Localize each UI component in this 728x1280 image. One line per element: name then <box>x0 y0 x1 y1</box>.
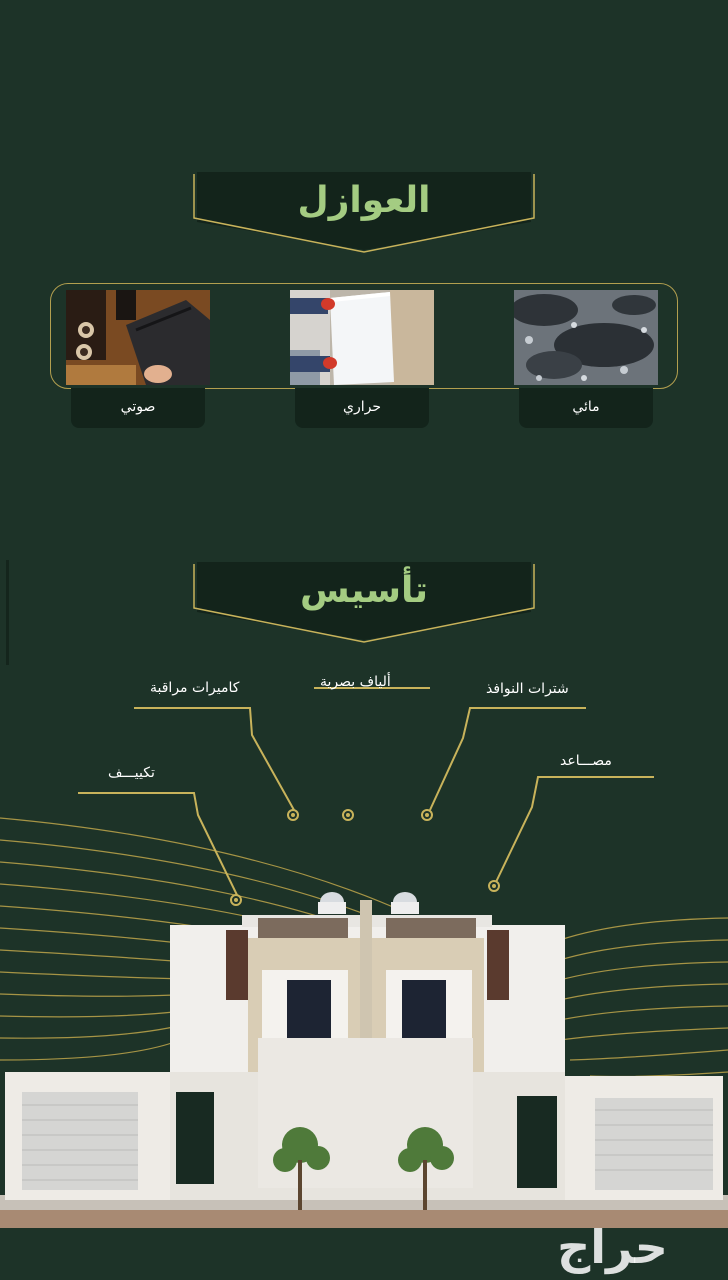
foundation-banner <box>193 562 535 644</box>
shutters-marker-dot <box>421 809 433 821</box>
feature-fiber: ألياف بصرية <box>320 674 391 690</box>
haraj-watermark: حراج <box>557 1220 668 1274</box>
insulation-title: العوازل <box>297 180 431 221</box>
feature-elevators: مصـــاعد <box>560 753 612 769</box>
ac-marker-dot <box>230 894 242 906</box>
acoustic-foam-photo <box>66 290 210 385</box>
acoustic-label: صوتي <box>120 399 156 415</box>
feature-ac: تكييـــف <box>108 765 155 781</box>
elevators-marker-dot <box>488 880 500 892</box>
foundation-title: تأسيس <box>299 570 429 611</box>
fiber-marker-dot <box>342 809 354 821</box>
insulation-banner <box>193 172 535 254</box>
water-droplets-photo <box>514 290 658 385</box>
thermal-label: حراري <box>343 399 381 415</box>
thermal-board-photo <box>290 290 434 385</box>
insulation-card-water <box>519 388 653 428</box>
insulation-card-thermal <box>295 388 429 428</box>
feature-cameras: كاميرات مراقبة <box>150 680 240 696</box>
water-label: مائي <box>572 399 600 415</box>
insulation-card-acoustic <box>71 388 205 428</box>
edge-accent <box>6 560 9 665</box>
feature-window-shutters: شترات النوافذ <box>486 681 569 697</box>
cameras-marker-dot <box>287 809 299 821</box>
